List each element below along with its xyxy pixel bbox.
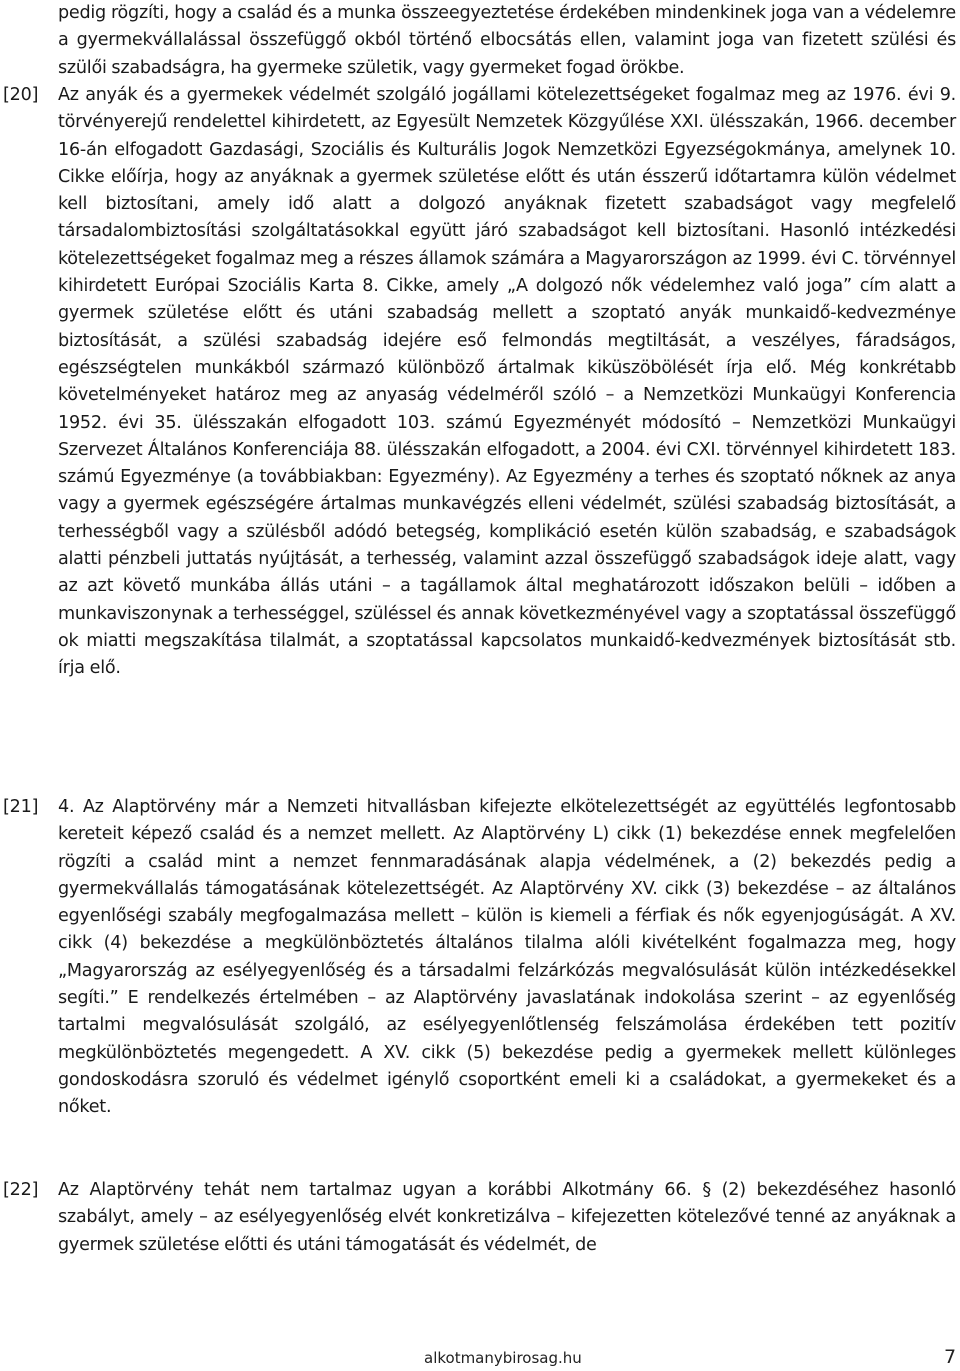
paragraph-text: Az Alaptörvény tehát nem tartalmaz ugyan a korábbi Alkotmány 66. § (2) bekezdéséhez hasonló szabályt, amely – az esélyegyenlőség elvét konkretizálva – kifejezetten kötelezővé tenné az anyáknak a gyermek születése előtti és utáni támogatását és védelmét, de (58, 1180, 956, 1255)
page-number: 7 (944, 1346, 957, 1368)
paragraph-text: pedig rögzíti, hogy a család és a munka összeegyeztetése érdekében mindenkinek joga van a védelemre a gyermekvállalással összefüggő okból történő elbocsátás ellen, valamint joga van fizetett szülési és szülői szabadságra, ha gyermeke születik, vagy gyermeket fogad örökbe. (58, 3, 956, 78)
paragraph-number: [20] (3, 85, 39, 105)
footer-website: alkotmanybirosag.hu (424, 1349, 582, 1367)
paragraph-text: Az anyák és a gyermekek védelmét szolgáló jogállami kötelezettségeket fogalmaz meg az 1976. évi 9. törvényerejű rendelettel kihirdetett, az Egyesült Nemzetek Közgyűlése XXI. ülésszakán, 1966. december 16-án elfogadott Gazdasági, Szociális és Kulturális Jogok Nemzetközi Egyezségokmánya, amelynek 10. Cikke előírja, hogy az anyáknak a gyermek születése előtt és után ésszerű időtartamra külön védelmet kell biztosítani, amely idő alatt a dolgozó anyáknak fizetett szabadságot vagy megfelelő társadalombiztosítási szolgáltatásokkal együtt járó szabadságot kell biztosítani. Hasonló intézkedési kötelezettségeket fogalmaz meg a részes államok számára a Magyarországon az 1999. évi C. törvénnyel kihirdetett Európai Szociális Karta 8. Cikke, amely „A dolgozó nők védelemhez való joga” cím alatt a gyermek születése előtt és utáni szabadság mellett a szoptató anyák munkaidő-kedvezménye biztosítását, a szülési szabadság idejére eső felmondás megtiltását, a veszélyes, fáradságos, egészségtelen munkákból származó különböző ártalmak kiküszöbölését írja elő. Még konkrétabb követelményeket határoz meg az anyaság védelméről szóló – a Nemzetközi Munkaügyi Konferencia 1952. évi 35. ülésszakán elfogadott 103. számú Egyezményét módosító – Nemzetközi Munkaügyi Szervezet Általános Konferenciája 88. ülésszakán elfogadott, a 2004. évi CXI. törvénnyel kihirdetett 183. számú Egyezménye (a továbbiakban: Egyezmény). Az Egyezmény a terhes és szoptató nőknek az anya vagy a gyermek egészségére ártalmas munkavégzés elleni védelmét, szülési szabadság biztosítását, a terhességből vagy a szülésből adódó betegség, komplikáció esetén külön szabadság, e szabadságok alatti pénzbeli juttatás nyújtását, a terhesség, valamint azzal összefüggő szabadságok ideje alatt, vagy az azt követő munkába állás utáni – a tagállamok által meghatározott időszakon belüli – időben a munkaviszonynak a terhességgel, szüléssel és annak következményével vagy a szoptatással összefüggő ok miatti megszakítása tilalmát, a szoptatással kapcsolatos munkaidő-kedvezmények biztosítását stb. írja elő. (58, 85, 956, 679)
paragraph-number: [21] (3, 797, 39, 817)
paragraph-text: 4. Az Alaptörvény már a Nemzeti hitvallásban kifejezte elkötelezettségét az együttélés legfontosabb kereteit képező család és a nemzet mellett. Az Alaptörvény L) cikk (1) bekezdése ennek megfelelően rögzíti a család mint a nemzet fennmaradásának alapja védelmének, a (2) bekezdés pedig a gyermekvállalás támogatásának kötelezettségét. Az Alaptörvény XV. cikk (3) bekezdése – az általános egyenlőségi szabály megfogalmazása mellett – külön is kiemeli a férfiak és nők egyenjogúságát. A XV. cikk (4) bekezdése a megkülönböztetés általános tilalma alóli kivételként fogalmazza meg, hogy „Magyarország az esélyegyenlőség és a társadalmi felzárkózás megvalósulását külön intézkedésekkel segíti.” E rendelkezés értelmében – az Alaptörvény javaslatának indokolása szerint – az egyenlőség tartalmi megvalósulását szolgáló, az esélyegyenlőtlenség felszámolása érdekében tett pozitív megkülönböztetés megengedett. A XV. cikk (5) bekezdése pedig a gyermekek mellett különleges gondoskodásra szoruló és védelmet igénylő csoportként emeli ki a családokat, a gyermekeket és a nőket. (58, 797, 956, 1118)
paragraph-number: [22] (3, 1180, 39, 1200)
